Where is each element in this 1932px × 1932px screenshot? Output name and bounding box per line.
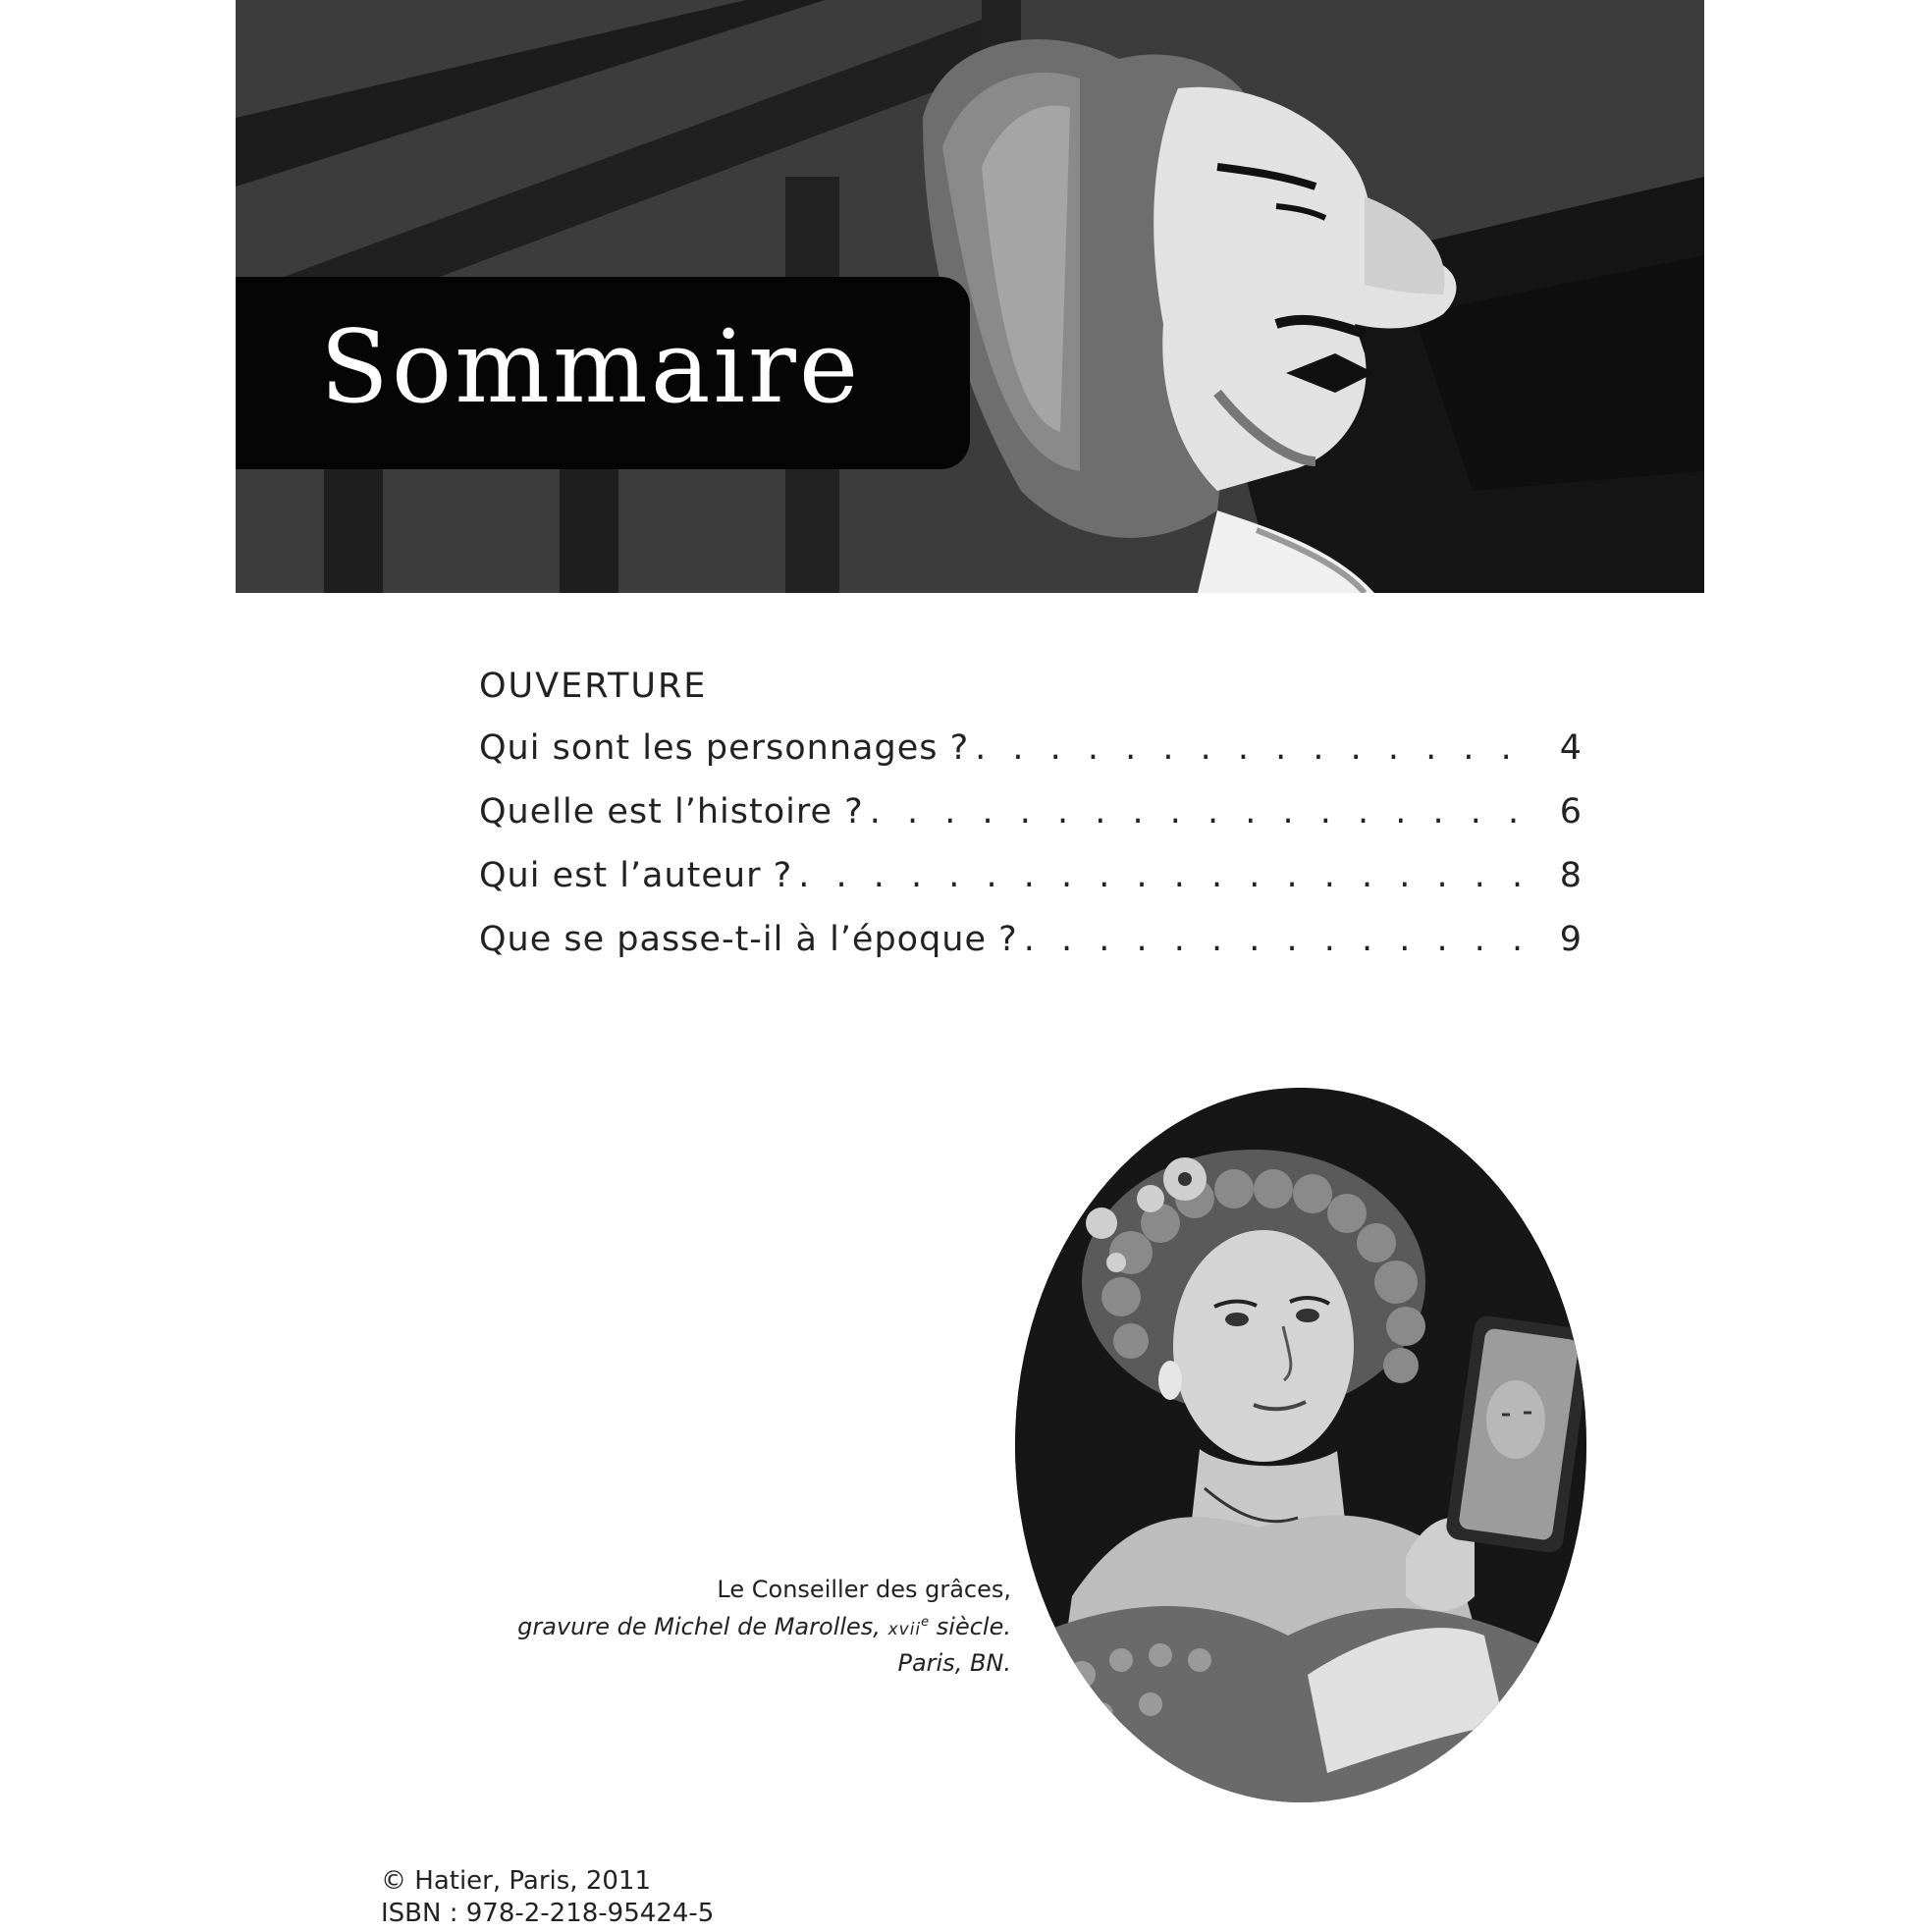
toc-entry[interactable]: [479, 717, 1583, 780]
toc-entry[interactable]: [479, 908, 1583, 972]
toc-section-heading: OUVERTURE: [479, 667, 708, 706]
image-caption: [422, 1573, 1011, 1680]
toc-entry-page: 4: [1559, 728, 1583, 768]
caption-century-suffix: siècle.: [936, 1613, 1011, 1640]
caption-title: Le Conseiller des grâces,: [717, 1576, 1011, 1603]
toc-entry-label: Qui sont les personnages ?: [479, 728, 970, 768]
page-title: Sommaire: [320, 309, 862, 426]
caption-century-sup: e: [921, 1615, 930, 1630]
toc-leader-dots: [798, 844, 1526, 908]
toc-leader-dots: [1024, 908, 1526, 972]
oval-portrait-engraving: [1013, 1086, 1588, 1804]
toc-entry-page: 8: [1559, 856, 1583, 895]
toc-entry[interactable]: [479, 780, 1583, 844]
caption-credit-prefix: gravure de Michel de Marolles,: [517, 1613, 881, 1640]
toc-entry-label: Qui est l’auteur ?: [479, 856, 793, 895]
publication-footer: [381, 1865, 714, 1930]
caption-century-roman: xvii: [887, 1620, 922, 1639]
toc-entry-label: Quelle est l’histoire ?: [479, 792, 864, 832]
toc-leader-dots: [975, 717, 1526, 780]
table-of-contents: [479, 656, 1583, 972]
copyright-notice: © Hatier, Paris, 2011: [381, 1866, 651, 1896]
toc-entry-page: 9: [1559, 920, 1583, 959]
toc-entry[interactable]: [479, 844, 1583, 908]
caption-location: Paris, BN.: [897, 1649, 1011, 1677]
caption-credit: [422, 1606, 1011, 1646]
isbn: ISBN : 978-2-218-95424-5: [381, 1899, 715, 1928]
toc-entry-label: Que se passe-t-il à l’époque ?: [479, 920, 1018, 959]
toc-entry-page: 6: [1559, 792, 1583, 832]
toc-leader-dots: [870, 780, 1526, 844]
